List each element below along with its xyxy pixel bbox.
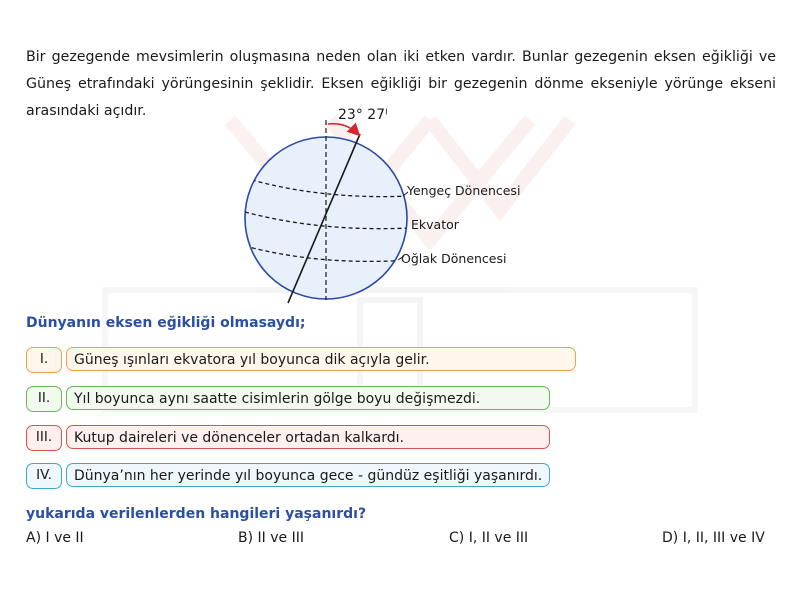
earth-tilt-diagram bbox=[230, 100, 560, 310]
equator-label: Ekvator bbox=[411, 217, 459, 232]
statement-3-number: III. bbox=[26, 425, 62, 451]
statement-4-number: IV. bbox=[26, 463, 62, 489]
statement-1-number: I. bbox=[26, 347, 62, 373]
option-b[interactable]: B) II ve III bbox=[238, 530, 304, 546]
question-text: yukarıda verilenlerden hangileri yaşanırdı? bbox=[26, 506, 367, 522]
statement-1-text: Güneş ışınları ekvatora yıl boyunca dik açıyla gelir. bbox=[66, 347, 576, 371]
option-d[interactable]: D) I, II, III ve IV bbox=[662, 530, 765, 546]
option-c[interactable]: C) I, II ve III bbox=[449, 530, 529, 546]
angle-arc bbox=[328, 124, 358, 134]
tropic-capricorn-label: Oğlak Dönencesi bbox=[401, 251, 507, 266]
statement-2-text: Yıl boyunca aynı saatte cisimlerin gölge boyu değişmezdi. bbox=[66, 386, 550, 410]
tropic-cancer-label: Yengeç Dönencesi bbox=[407, 183, 521, 198]
statement-2-number: II. bbox=[26, 386, 62, 412]
statement-4-text: Dünya’nın her yerinde yıl boyunca gece - gündüz eşitliği yaşanırdı. bbox=[66, 463, 550, 487]
angle-label: 23° 27ˡ bbox=[338, 107, 388, 123]
option-a[interactable]: A) I ve II bbox=[26, 530, 84, 546]
intro-paragraph: Bir gezegende mevsimlerin oluşmasına neden olan iki etken vardır. Bunlar gezegenin eksen eğikliği ve Güneş etrafındaki yörüngesinin şeklidir. Eksen eğikliği bir gezegenin dönme ekseniyle yörünge ekseni arasındaki açıdır. bbox=[26, 49, 776, 119]
question-lead: Dünyanın eksen eğikliği olmasaydı; bbox=[26, 315, 306, 331]
statement-3-text: Kutup daireleri ve dönenceler ortadan kalkardı. bbox=[66, 425, 550, 449]
